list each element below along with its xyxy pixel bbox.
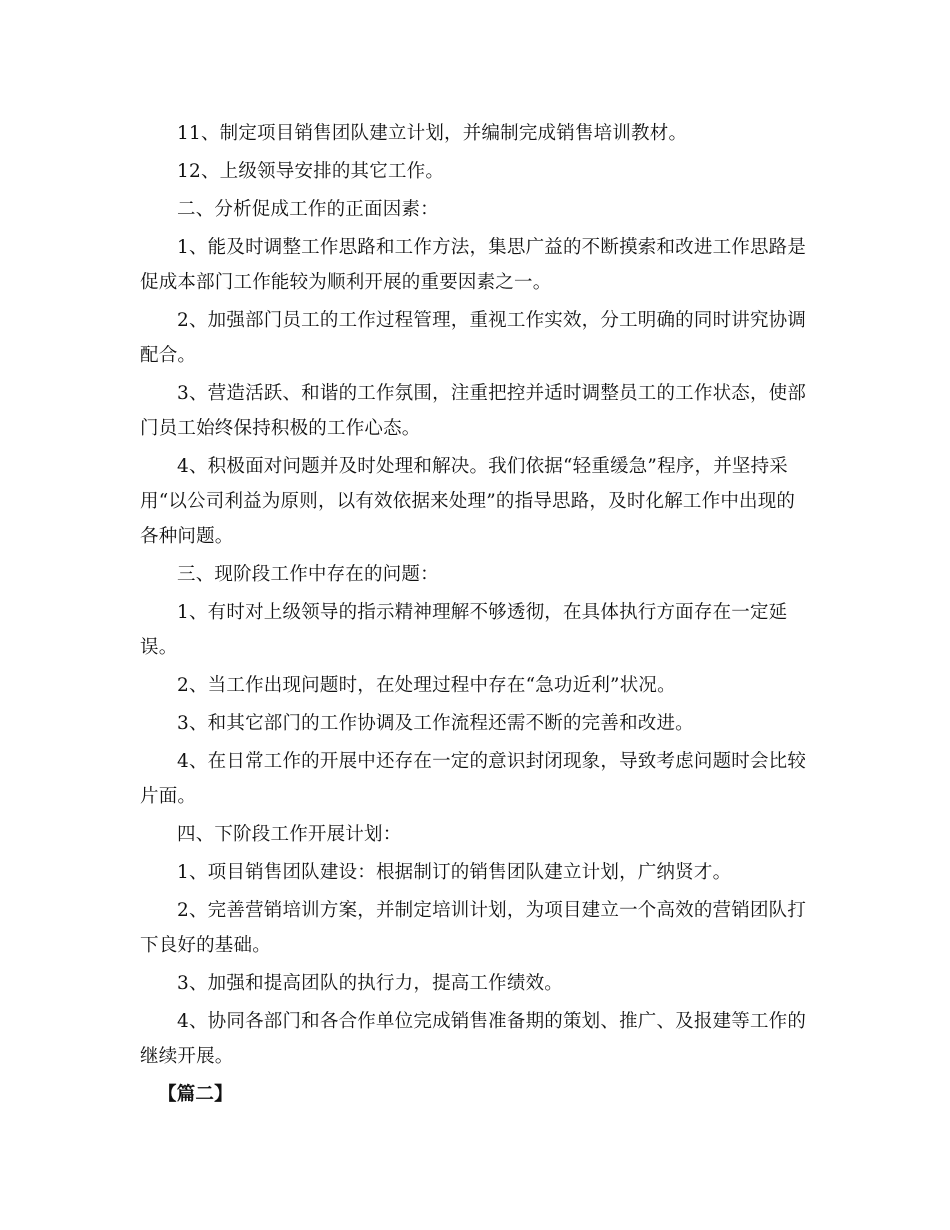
paragraph-positive-4: 4、积极面对问题并及时处理和解决。我们依据“轻重缓急”程序，并坚持采用“以公司利益为原则，以有效依据来处理”的指导思路，及时化解工作中出现的各种问题。 [140, 456, 796, 547]
document-body [140, 116, 810, 1115]
paragraph-positive-3: 3、营造活跃、和谐的工作氛围，注重把控并适时调整员工的工作状态，使部门员工始终保持积极的工作心态。 [140, 383, 807, 439]
paragraph-plan-1: 1、项目销售团队建设：根据制订的销售团队建立计划，广纳贤才。 [177, 862, 732, 883]
paragraph-item-11: 11、制定项目销售团队建立计划，并编制完成销售培训教材。 [177, 123, 688, 144]
paragraph-problem-4: 4、在日常工作的开展中还存在一定的意识封闭现象，导致考虑问题时会比较片面。 [140, 751, 807, 807]
paragraph-plan-2: 2、完善营销培训方案，并制定培训计划，为项目建立一个高效的营销团队打下良好的基础。 [140, 900, 807, 956]
section-heading-4: 四、下阶段工作开展计划： [177, 824, 402, 845]
paragraph-problem-1: 1、有时对上级领导的指示精神理解不够透彻，在具体执行方面存在一定延误。 [140, 602, 788, 658]
paragraph-plan-4: 4、协同各部门和各合作单位完成销售准备期的策划、推广、及报建等工作的继续开展。 [140, 1011, 807, 1067]
paragraph-problem-3: 3、和其它部门的工作协调及工作流程还需不断的完善和改进。 [177, 713, 694, 734]
paragraph-positive-2: 2、加强部门员工的工作过程管理，重视工作实效，分工明确的同时讲究协调配合。 [140, 310, 807, 366]
paragraph-item-12: 12、上级领导安排的其它工作。 [177, 161, 445, 182]
section-title-part-two: 【篇二】 [158, 1084, 233, 1105]
paragraph-positive-1: 1、能及时调整工作思路和工作方法，集思广益的不断摸索和改进工作思路是促成本部门工作能较为顺利开展的重要因素之一。 [140, 237, 807, 293]
paragraph-plan-3: 3、加强和提高团队的执行力，提高工作绩效。 [177, 973, 563, 994]
paragraph-problem-2: 2、当工作出现问题时，在处理过程中存在“急功近利”状况。 [177, 675, 676, 696]
section-heading-2: 二、分析促成工作的正面因素： [177, 199, 439, 220]
section-heading-3: 三、现阶段工作中存在的问题： [177, 564, 439, 585]
